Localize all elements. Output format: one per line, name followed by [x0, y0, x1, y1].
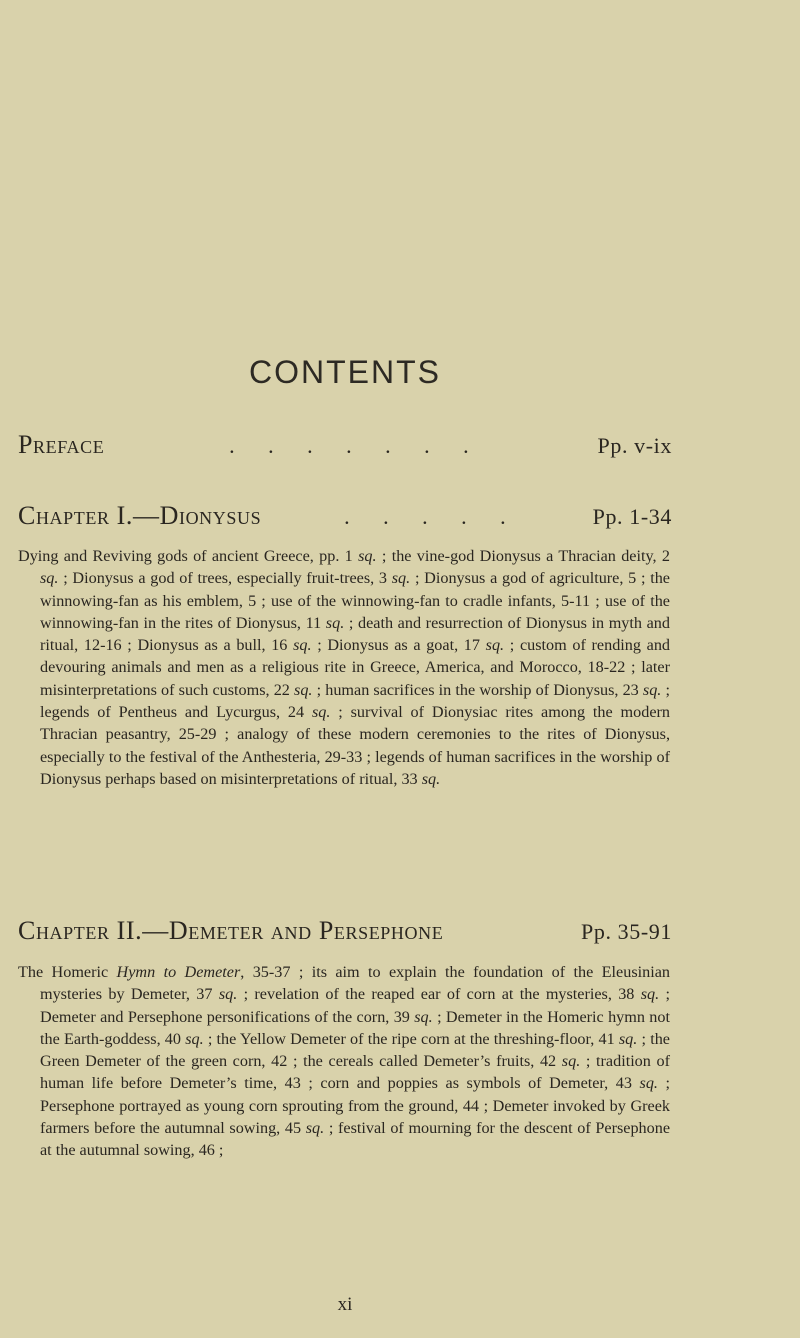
- chapter-1-label: Chapter I.—Dionysus: [18, 501, 262, 530]
- chapter-2-label: Chapter II.—Demeter and Persephone: [18, 916, 444, 945]
- chapter-2-summary-text: The Homeric Hymn to Demeter, 35-37 ; its aim to explain the foundation of the Eleusinian mysteries by Demeter, 37 sq. ; revelation of the reaped ear of corn at the mysteries, 38 sq. ; Demeter and Persephone personifications of the corn, 39 sq. ; Demeter in the Homeric hymn not the Earth-goddess, 40 sq. ; the Yellow Demeter of the ripe corn at the threshing-floor, 41 sq. ; the Green Demeter of the green corn, 42 ; the cereals called Demeter’s fruits, 42 sq. ; tradition of human life before Demeter’s time, 43 ; corn and poppies as symbols of Demeter, 43 sq. ; Persephone portrayed as young corn sprouting from the ground, 44 ; Demeter invoked by Greek farmers before the autumnal sowing, 45 sq. ; festival of mourning for the descent of Persephone at the autumnal sowing, 46 ;: [18, 963, 671, 1160]
- toc-entry-preface: [18, 430, 672, 460]
- toc-entry-chapter-2: [18, 916, 672, 946]
- chapter-2-summary: [18, 961, 670, 1162]
- page-title: CONTENTS: [249, 354, 441, 390]
- toc-entry-chapter-1: [18, 501, 672, 531]
- page-number: xi: [337, 1294, 353, 1315]
- preface-pages: Pp. v-ix: [597, 433, 672, 458]
- chapter-1-summary-text: Dying and Reviving gods of ancient Greece, pp. 1 sq. ; the vine-god Dionysus a Thracian deity, 2 sq. ; Dionysus a god of trees, especially fruit-trees, 3 sq. ; Dionysus a god of agriculture, 5 ; the winnowing-fan as his emblem, 5 ; use of the winnowing-fan to cradle infants, 5-11 ; use of the winnowing-fan in the rites of Dionysus, 11 sq. ; death and resurrection of Dionysus in myth and ritual, 12-16 ; Dionysus as a bull, 16 sq. ; Dionysus as a goat, 17 sq. ; custom of rending and devouring animals and men as a religious rite in Greece, America, and Morocco, 18-22 ; later misinterpretations of such customs, 22 sq. ; human sacrifices in the worship of Dionysus, 23 sq. ; legends of Pentheus and Lycurgus, 24 sq. ; survival of Dionysiac rites among the modern Thracian peasantry, 25-29 ; analogy of these modern ceremonies to the rites of Dionysus, especially to the festival of the Anthesteria, 29-33 ; legends of human sacrifices in the worship of Dionysus perhaps based on misinterpretations of ritual, 33 sq.: [18, 547, 671, 788]
- chapter-1-summary: [18, 545, 670, 790]
- leader-dots: . . . . . . .: [229, 433, 483, 458]
- chapter-2-pages: Pp. 35-91: [581, 919, 672, 944]
- preface-label: Preface: [18, 430, 105, 459]
- leader-dots: . . . . .: [344, 504, 520, 529]
- chapter-1-pages: Pp. 1-34: [592, 504, 672, 529]
